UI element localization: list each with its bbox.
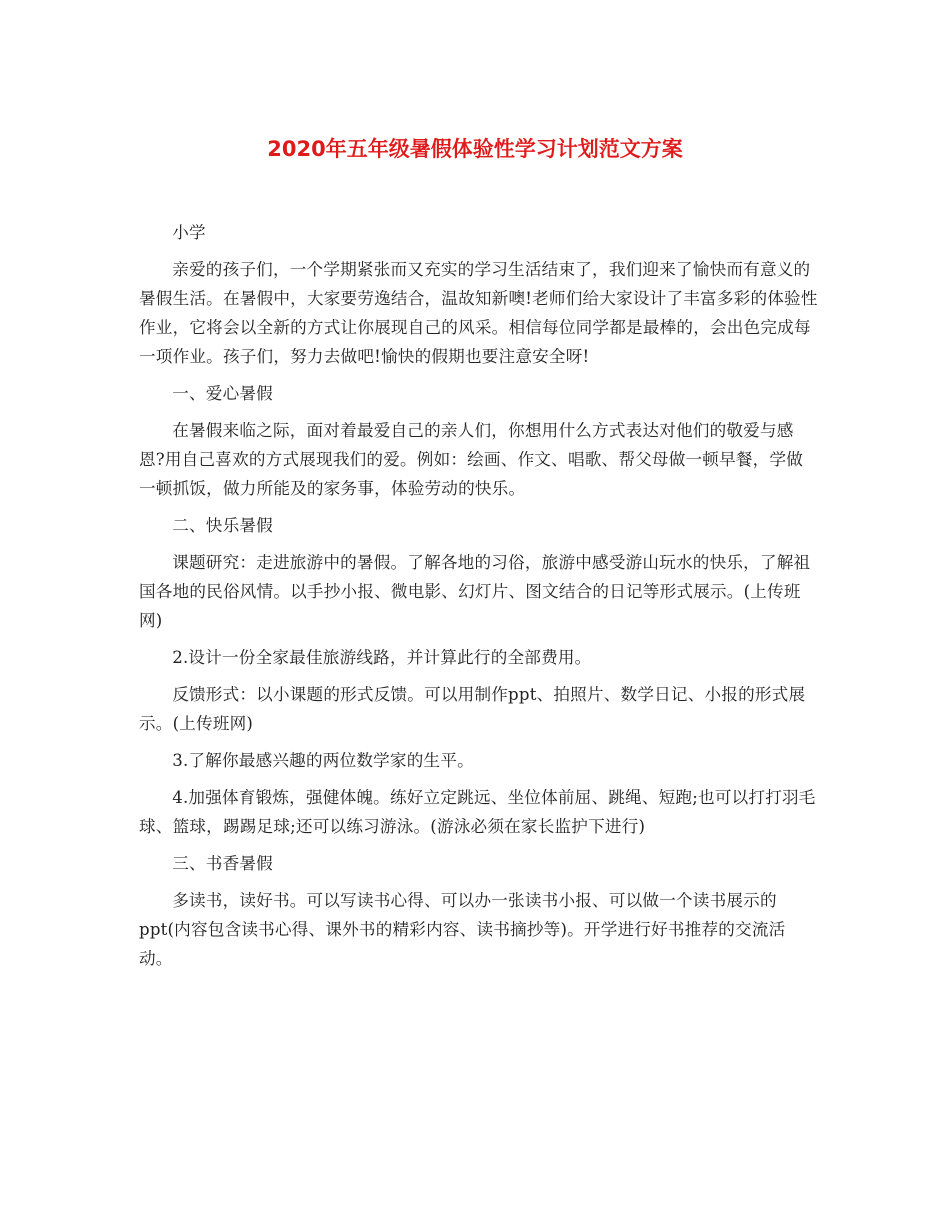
paragraph-feedback-form: 反馈形式：以小课题的形式反馈。可以用制作ppt、拍照片、数学日记、小报的形式展示。(上传班网) bbox=[139, 685, 806, 733]
paragraph-intro: 亲爱的孩子们，一个学期紧张而又充实的学习生活结束了，我们迎来了愉快而有意义的暑假生活。在暑假中，大家要劳逸结合，温故知新噢!老师们给大家设计了丰富多彩的体验性作业，它将会以全新的方式让你展现自己的风采。相信每位同学都是最棒的，会出色完成每一项作业。孩子们，努力去做吧!愉快的假期也要注意安全呀! bbox=[139, 260, 818, 366]
paragraph-travel-route: 2.设计一份全家最佳旅游线路，并计算此行的全部费用。 bbox=[172, 648, 592, 667]
heading-happy-summer: 二、快乐暑假 bbox=[172, 516, 273, 535]
paragraph-school-level: 小学 bbox=[172, 223, 206, 242]
paragraph-travel-research: 课题研究：走进旅游中的暑假。了解各地的习俗，旅游中感受游山玩水的快乐，了解祖国各地的民俗风情。以手抄小报、微电影、幻灯片、图文结合的日记等形式展示。(上传班网) bbox=[139, 553, 811, 630]
heading-reading-summer: 三、书香暑假 bbox=[172, 854, 273, 873]
paragraph-love-summer: 在暑假来临之际，面对着最爱自己的亲人们，你想用什么方式表达对他们的敬爱与感恩?用自己喜欢的方式展现我们的爱。例如：绘画、作文、唱歌、帮父母做一顿早餐，学做一顿抓饭，做力所能及的家务事，体验劳动的快乐。 bbox=[139, 421, 804, 498]
paragraph-reading: 多读书，读好书。可以写读书心得、可以办一张读书小报、可以做一个读书展示的ppt(内容包含读书心得、课外书的精彩内容、读书摘抄等)。开学进行好书推荐的交流活动。 bbox=[139, 891, 786, 968]
document-title: 2020年五年级暑假体验性学习计划范文方案 bbox=[267, 137, 683, 161]
document-body bbox=[139, 218, 819, 981]
paragraph-mathematicians: 3.了解你最感兴趣的两位数学家的生平。 bbox=[172, 751, 474, 770]
heading-love-summer: 一、爱心暑假 bbox=[172, 384, 273, 403]
paragraph-sports: 4.加强体育锻炼，强健体魄。练好立定跳远、坐位体前屈、跳绳、短跑;也可以打打羽毛球、篮球，踢踢足球;还可以练习游泳。(游泳必须在家长监护下进行) bbox=[139, 788, 816, 836]
